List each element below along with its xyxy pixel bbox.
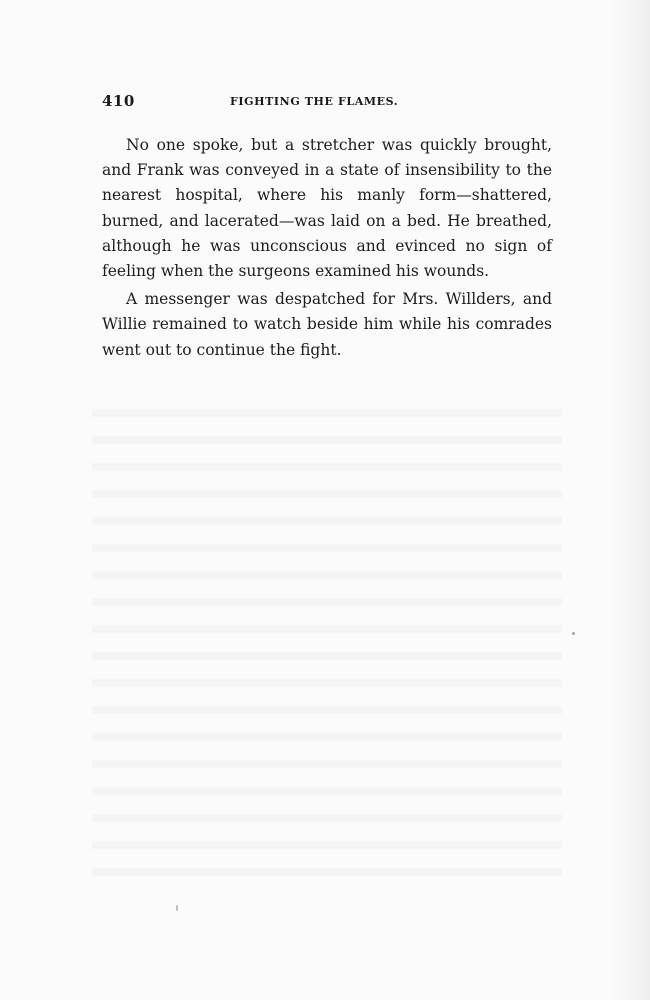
page-number: 410 [102,92,135,110]
page-edge-shadow [610,0,650,1000]
paper-speck [176,905,178,911]
body-text [102,133,552,363]
page-header [102,92,552,114]
paragraph: No one spoke, but a stretcher was quickly brought, and Frank was conveyed in a state of insensibility to the nearest hospital, where his manly form—shattered, burned, and lacerated—was laid on a bed. He breathed, although he was unconscious and evinced no sign of feeling when the surgeons examined his wounds. [102,136,552,281]
paragraph: A messenger was despatched for Mrs. Willders, and Willie remained to watch beside him while his comrades went out to continue the fight. [102,290,552,359]
running-head: FIGHTING THE FLAMES. [230,95,399,108]
reverse-side-bleed-through [92,395,562,895]
paper-speck [572,632,575,635]
